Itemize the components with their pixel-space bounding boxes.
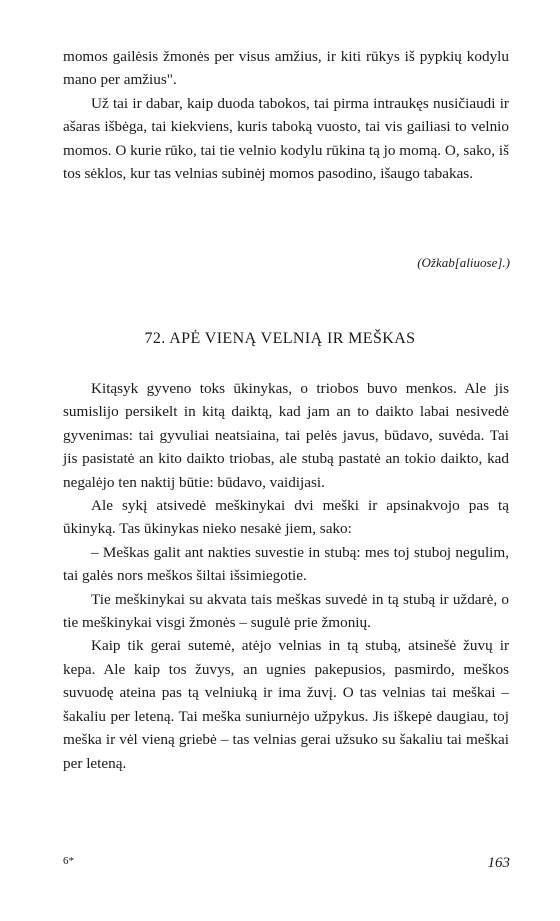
paragraph: Už tai ir dabar, kaip duoda tabokos, tai pirma intraukęs nusičiaudi ir ašaras išbėga, tai kiekviens, kuris taboką vuosto, tai vis gailiasi to velnio momos. O kurie rūko, tai tie velnio kodylu rūkina tą jo momą. O, sako, iš tos sėklos, kur tas velnias subinėj momos pasodino, išaugo tabakas. xyxy=(63,94,509,183)
paragraph: Kitąsyk gyveno toks ūkinykas, o triobos buvo menkos. Ale jis sumislijo persikelt in kitą daiktą, kad jam an to daikto labai nesivedė gyvenimas: tai gyvuliai neatsiaina, tai pelės javus, būdavo, suvėda. Tai jis pasistatė an kito daikto triobas, ale stubą pastatė an tokio daikto, kad negalėjo ten naktij būtie: būdavo, vaidijasi. xyxy=(63,380,509,491)
previous-story-ending xyxy=(63,45,509,185)
paragraph: Kaip tik gerai sutemė, atėjo velnias in tą stubą, atsinešė žuvų ir kepa. Ale kaip tos žuvys, an ugnies pakepusios, pasmirdo, meškos suvuodę ateina pas tą velniuką ir ima žuvį. O tas velnias tai meškai – šakaliu per leteną. Tai meška suniurnėjo užpykus. Jis iškepė daugiau, toj meška ir vėl vieną griebė – tas velnias gerai užsuko su šakaliu tai meškai per leteną. xyxy=(63,637,509,772)
page-number: 163 xyxy=(487,855,510,871)
story-body xyxy=(63,377,509,775)
source-note: (Ožkab[aliuose].) xyxy=(417,255,510,270)
paragraph: momos gailėsis žmonės per visus amžius, ir kiti rūkys iš pypkių kodylu mano per amžius". xyxy=(63,48,509,89)
paragraph: Tie meškinykai su akvata tais meškas suvedė in tą stubą ir uždarė, o tie meškinykai visgi žmonės – sugulė prie žmonių. xyxy=(63,590,509,632)
story-title: 72. APĖ VIENĄ VELNIĄ IR MEŠKAS xyxy=(144,330,416,347)
paragraph: – Meškas galit ant nakties suvestie in stubą: mes toj stuboj negulim, tai galės nors meškos šiltai išsimiegotie. xyxy=(63,543,509,585)
paragraph: Ale sykį atsivedė meškinykai dvi meški ir apsinakvojo pas tą ūkinyką. Tas ūkinykas nieko nesakė jiem, sako: xyxy=(63,497,509,538)
signature-mark: 6* xyxy=(63,855,74,867)
